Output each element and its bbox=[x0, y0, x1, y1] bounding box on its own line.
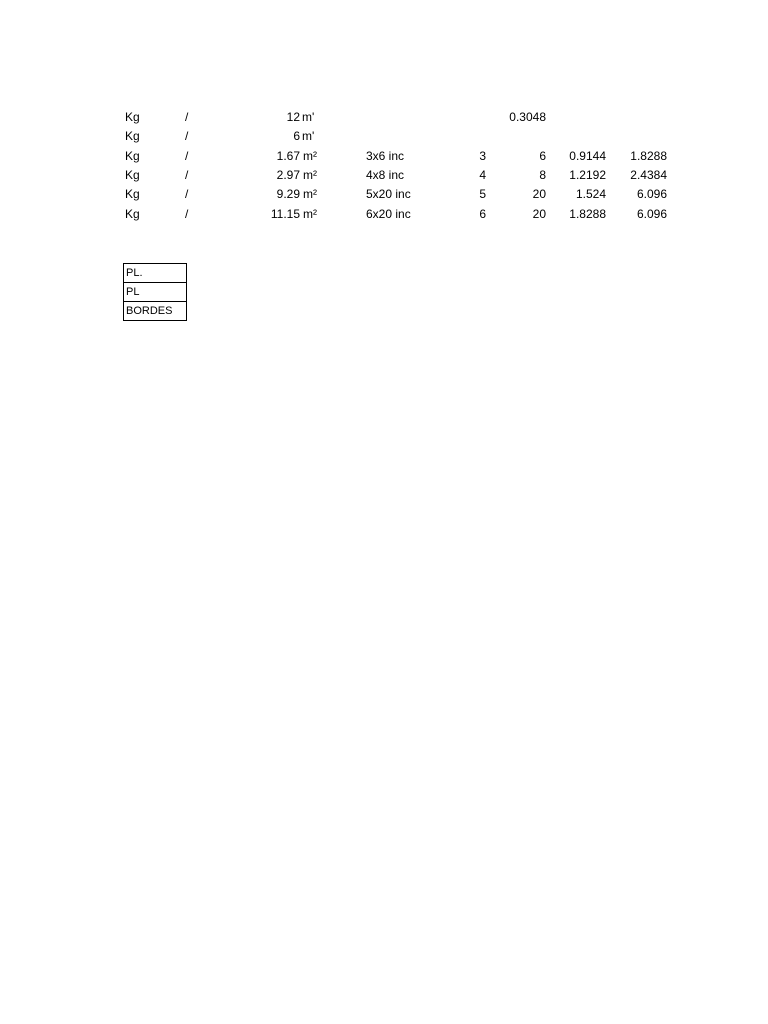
quantity-cell: 2.97 bbox=[276, 168, 300, 182]
unit-cell: Kg bbox=[125, 129, 140, 143]
bordered-label-box bbox=[123, 263, 187, 321]
quantity-cell: 6 bbox=[293, 129, 300, 143]
size-cell: 6x20 inc bbox=[366, 207, 411, 221]
metric-cell-1: 0.9144 bbox=[569, 149, 606, 163]
box-label-pl: PL bbox=[124, 282, 186, 301]
unit-cell: Kg bbox=[125, 168, 140, 182]
quantity-cell: 1.67 bbox=[276, 149, 300, 163]
metric-cell-2: 6.096 bbox=[636, 207, 667, 221]
number-cell-2: 20 bbox=[532, 207, 546, 221]
slash-cell: / bbox=[185, 149, 189, 163]
number-cell-1: 4 bbox=[479, 168, 486, 182]
table-row bbox=[0, 166, 768, 185]
metric-cell-2: 1.8288 bbox=[630, 149, 667, 163]
unit-cell: Kg bbox=[125, 207, 140, 221]
quantity-cell: 12 bbox=[286, 110, 300, 124]
size-cell: 4x8 inc bbox=[366, 168, 405, 182]
box-label-pl-dot: PL. bbox=[126, 267, 143, 279]
measure-unit-cell: m' bbox=[302, 129, 315, 143]
slash-cell: / bbox=[185, 168, 189, 182]
unit-cell: Kg bbox=[125, 110, 140, 124]
measure-unit-cell: m² bbox=[303, 207, 317, 221]
slash-cell: / bbox=[185, 129, 189, 143]
number-cell-2: 6 bbox=[539, 149, 546, 163]
measure-unit-cell: m² bbox=[303, 149, 317, 163]
metric-cell-2: 6.096 bbox=[636, 187, 667, 201]
number-cell-2: 20 bbox=[532, 187, 546, 201]
metric-cell-1: 1.8288 bbox=[569, 207, 606, 221]
quantity-cell: 11.15 bbox=[270, 207, 300, 221]
number-cell-2: 0.3048 bbox=[509, 110, 546, 124]
box-label-bordes: BORDES bbox=[124, 301, 186, 320]
measure-unit-cell: m² bbox=[303, 168, 317, 182]
metric-cell-2: 2.4384 bbox=[630, 168, 667, 182]
number-cell-1: 6 bbox=[479, 207, 486, 221]
size-cell: 3x6 inc bbox=[366, 149, 405, 163]
slash-cell: / bbox=[185, 207, 189, 221]
slash-cell: / bbox=[185, 110, 189, 124]
table-row bbox=[0, 147, 768, 166]
metric-cell-1: 1.2192 bbox=[569, 168, 606, 182]
slash-cell: / bbox=[185, 187, 189, 201]
table-row bbox=[0, 205, 768, 224]
table-row bbox=[0, 108, 768, 127]
quantity-cell: 9.29 bbox=[276, 187, 300, 201]
measure-unit-cell: m² bbox=[303, 187, 317, 201]
table-row bbox=[0, 185, 768, 204]
number-cell-1: 5 bbox=[479, 187, 486, 201]
measure-unit-cell: m' bbox=[302, 110, 315, 124]
table-row bbox=[0, 127, 768, 146]
unit-cell: Kg bbox=[125, 149, 140, 163]
metric-cell-1: 1.524 bbox=[575, 187, 606, 201]
size-cell: 5x20 inc bbox=[366, 187, 411, 201]
number-cell-2: 8 bbox=[539, 168, 546, 182]
number-cell-1: 3 bbox=[479, 149, 486, 163]
unit-cell: Kg bbox=[125, 187, 140, 201]
